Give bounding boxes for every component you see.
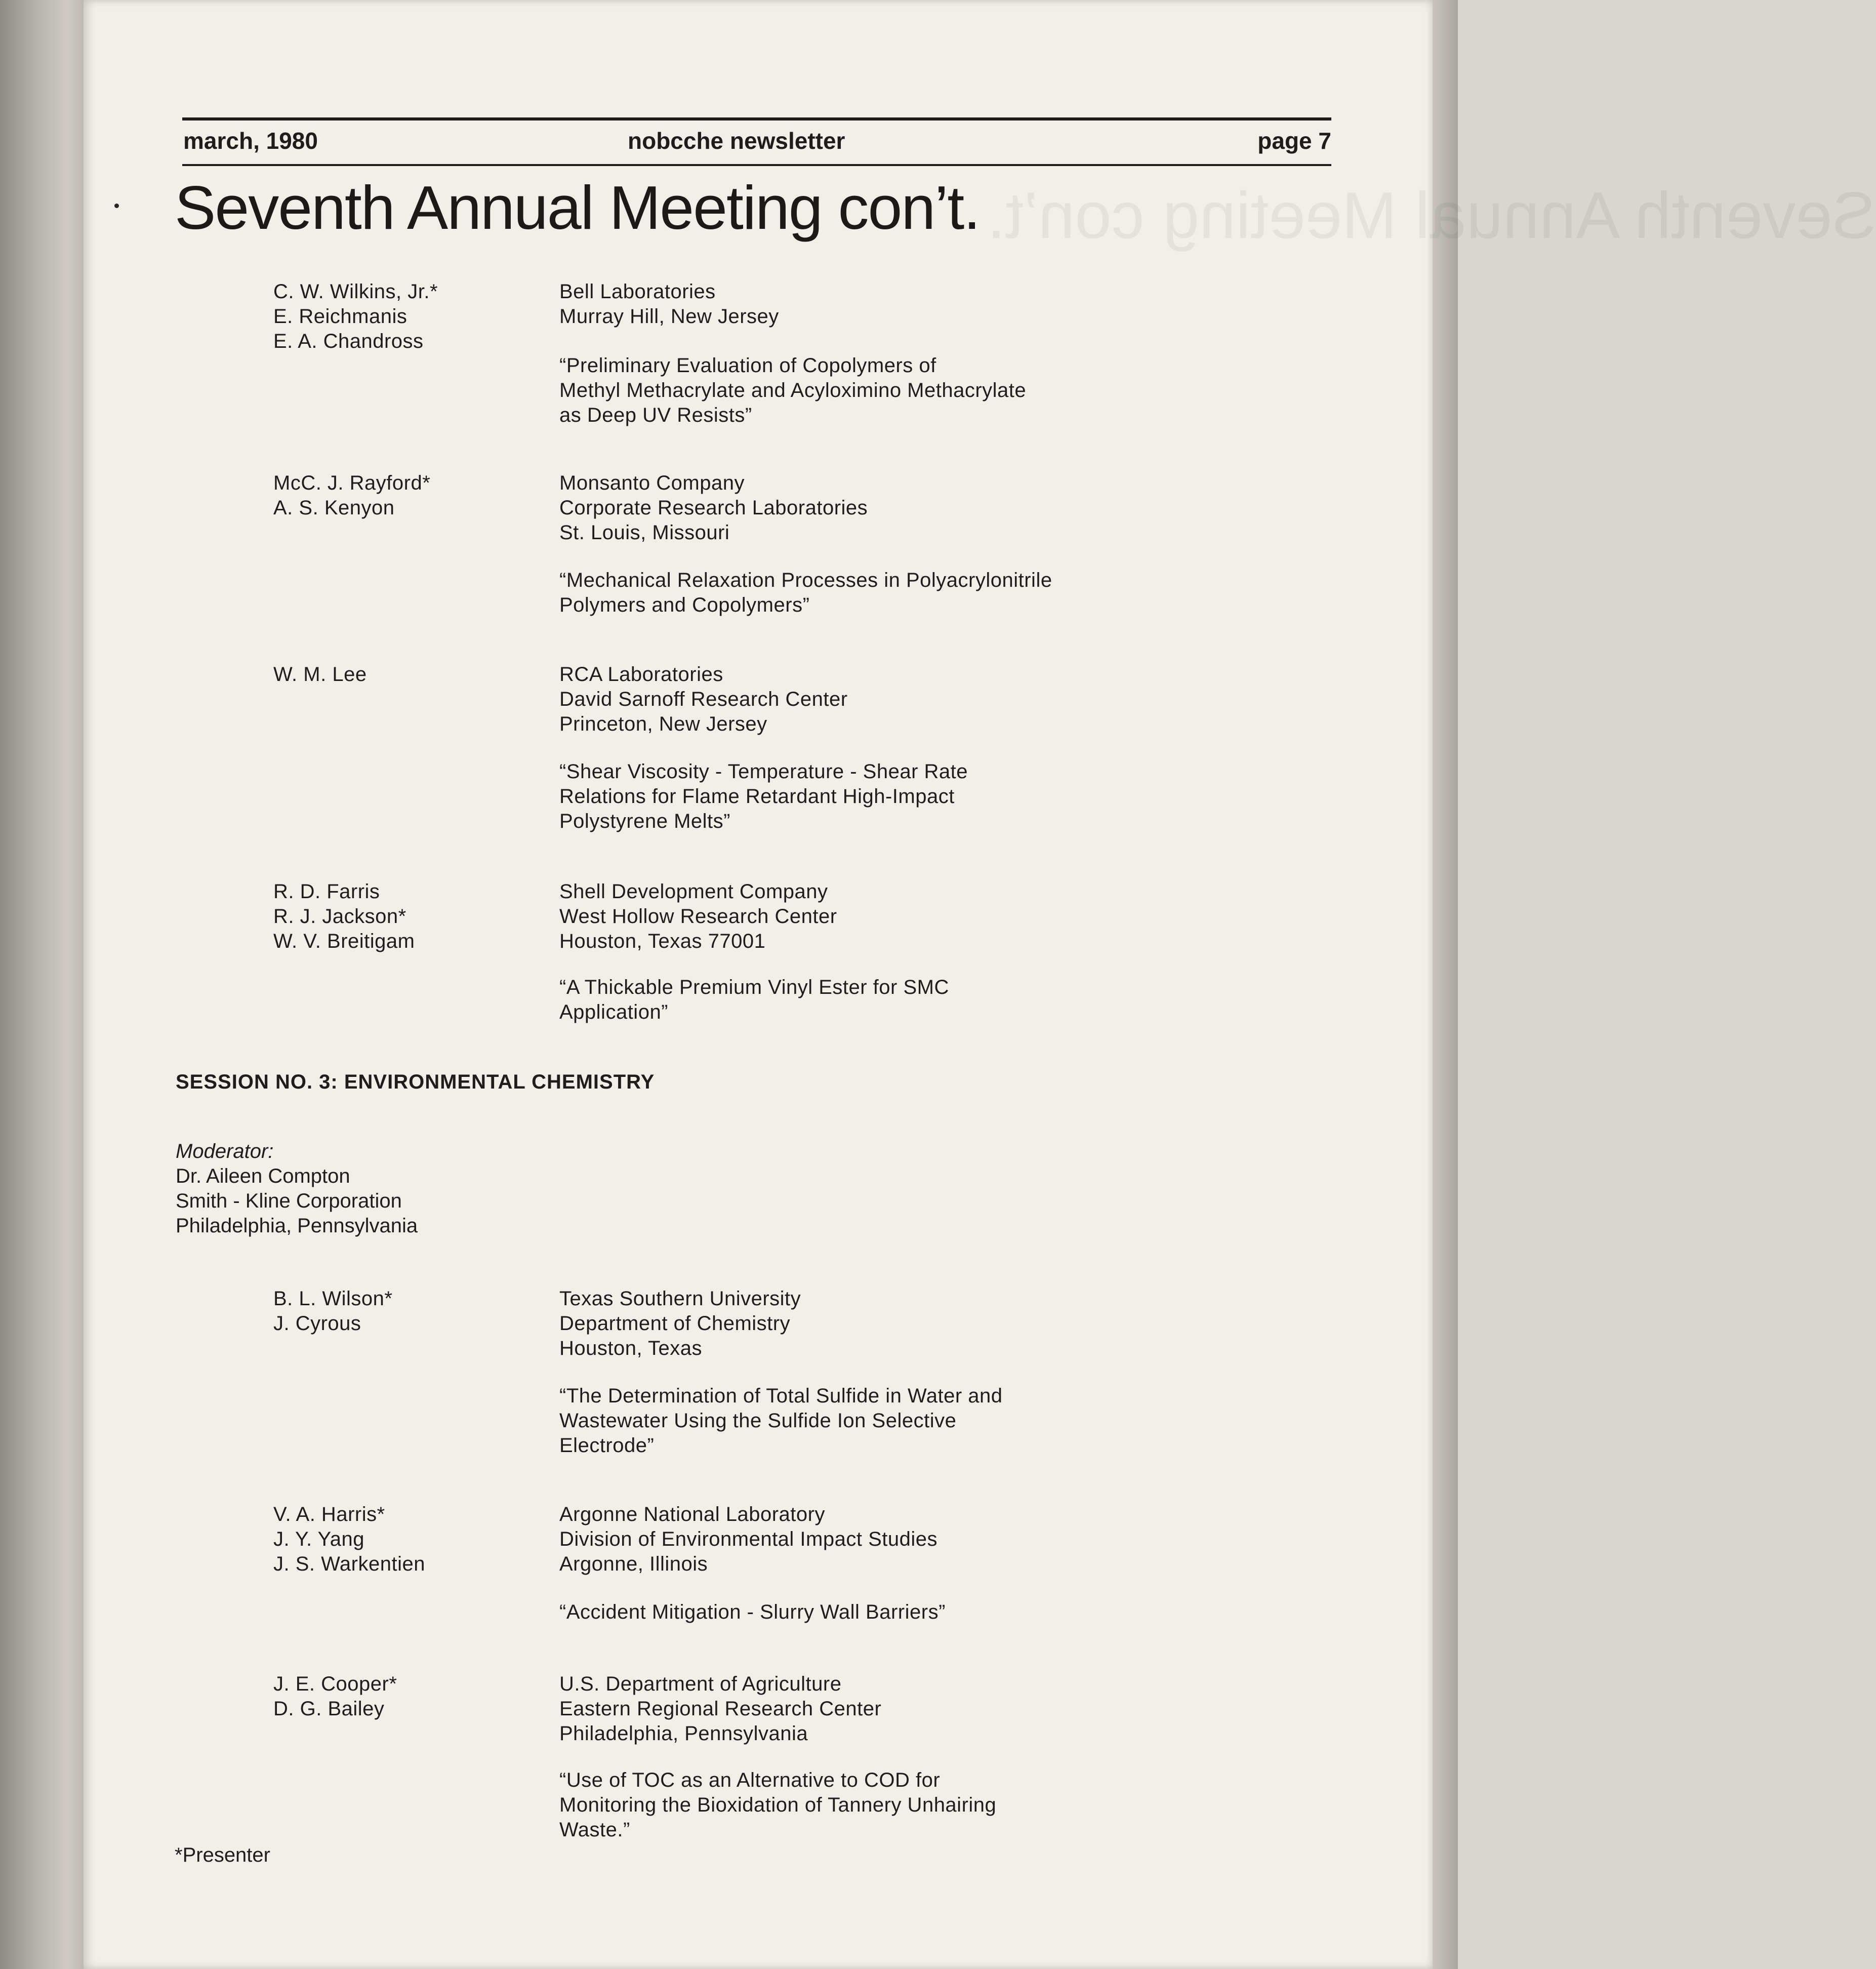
paper-title-line: Monitoring the Bioxidation of Tannery Unhairing: [559, 1794, 997, 1816]
author-name: V. A. Harris*: [273, 1503, 385, 1525]
book-binding: [0, 0, 84, 1969]
author-name: R. J. Jackson*: [273, 905, 406, 928]
author-name: C. W. Wilkins, Jr.*: [273, 280, 438, 303]
entry-paper-title: [559, 759, 968, 834]
author-name: D. G. Bailey: [273, 1698, 385, 1720]
affiliation-line: David Sarnoff Research Center: [559, 688, 848, 710]
affiliation-line: Murray Hill, New Jersey: [559, 305, 779, 328]
author-name: W. M. Lee: [273, 663, 367, 686]
paper-title-line: “Preliminary Evaluation of Copolymers of: [559, 354, 936, 377]
paper-title-line: Polymers and Copolymers”: [559, 594, 810, 616]
entry-affiliation: [559, 1672, 881, 1746]
moderator-line: Dr. Aileen Compton: [176, 1165, 350, 1187]
affiliation-line: Argonne, Illinois: [559, 1553, 708, 1575]
author-name: W. V. Breitigam: [273, 930, 415, 952]
affiliation-line: Houston, Texas: [559, 1337, 702, 1359]
page-title: Seventh Annual Meeting con’t.: [175, 173, 980, 242]
entry-affiliation: [559, 471, 868, 545]
affiliation-line: U.S. Department of Agriculture: [559, 1673, 842, 1695]
entry-paper-title: [559, 1768, 996, 1842]
entry-authors: [273, 1287, 392, 1336]
moderator-line: Philadelphia, Pennsylvania: [176, 1215, 418, 1237]
author-name: R. D. Farris: [273, 880, 380, 903]
author-name: J. Y. Yang: [273, 1528, 364, 1550]
entry-paper-title: [559, 1600, 946, 1625]
affiliation-line: Shell Development Company: [559, 880, 828, 903]
entry-affiliation: [559, 1502, 937, 1577]
entry-paper-title: [559, 568, 1052, 618]
header-page-number: page 7: [1257, 128, 1331, 154]
affiliation-line: Division of Environmental Impact Studies: [559, 1528, 937, 1550]
author-name: E. Reichmanis: [273, 305, 407, 328]
author-name: J. Cyrous: [273, 1312, 361, 1335]
author-name: A. S. Kenyon: [273, 497, 395, 519]
paper-title-line: “Shear Viscosity - Temperature - Shear Rate: [559, 760, 968, 783]
author-name: E. A. Chandross: [273, 330, 424, 352]
moderator-label: Moderator:: [176, 1140, 274, 1162]
paper-title-line: “A Thickable Premium Vinyl Ester for SMC: [559, 976, 949, 998]
paper-title-line: as Deep UV Resists”: [559, 404, 752, 426]
presenter-footnote: *Presenter: [175, 1844, 270, 1866]
page-edge: [1433, 0, 1458, 1969]
affiliation-line: Bell Laboratories: [559, 280, 716, 303]
moderator-line: Smith - Kline Corporation: [176, 1190, 402, 1212]
entry-paper-title: [559, 353, 1026, 428]
entry-authors: [273, 879, 415, 954]
ink-dot: [114, 204, 119, 208]
entry-affiliation: [559, 279, 779, 329]
paper-title-line: Methyl Methacrylate and Acyloximino Methacrylate: [559, 379, 1027, 401]
entry-affiliation: [559, 662, 848, 737]
affiliation-line: Houston, Texas 77001: [559, 930, 766, 952]
paper-title-line: Waste.”: [559, 1819, 630, 1841]
entry-affiliation: [559, 879, 837, 954]
author-name: McC. J. Rayford*: [273, 472, 431, 494]
affiliation-line: Princeton, New Jersey: [559, 713, 767, 735]
header-rule-bottom: [182, 164, 1331, 166]
entry-paper-title: [559, 975, 949, 1025]
paper-title-line: Polystyrene Melts”: [559, 810, 730, 832]
entry-paper-title: [559, 1384, 1003, 1458]
affiliation-line: Monsanto Company: [559, 472, 745, 494]
paper-title-line: Electrode”: [559, 1434, 655, 1457]
entry-authors: [273, 1502, 425, 1577]
paper-title-line: “Accident Mitigation - Slurry Wall Barriers”: [559, 1601, 946, 1623]
session-heading: SESSION NO. 3: ENVIRONMENTAL CHEMISTRY: [176, 1071, 655, 1093]
affiliation-line: Philadelphia, Pennsylvania: [559, 1722, 808, 1745]
paper-title-line: “The Determination of Total Sulfide in Water and: [559, 1385, 1003, 1407]
paper-title-line: Relations for Flame Retardant High-Impact: [559, 785, 955, 808]
author-name: J. S. Warkentien: [273, 1553, 425, 1575]
header-publication: nobcche newsletter: [628, 128, 845, 154]
author-name: B. L. Wilson*: [273, 1288, 393, 1310]
entry-affiliation: [559, 1287, 801, 1361]
affiliation-line: Eastern Regional Research Center: [559, 1698, 882, 1720]
author-name: J. E. Cooper*: [273, 1673, 397, 1695]
paper-title-line: “Use of TOC as an Alternative to COD for: [559, 1769, 941, 1791]
affiliation-line: St. Louis, Missouri: [559, 521, 730, 544]
entry-authors: [273, 662, 367, 687]
paper-title-line: Wastewater Using the Sulfide Ion Selective: [559, 1410, 957, 1432]
affiliation-line: Argonne National Laboratory: [559, 1503, 825, 1525]
entry-authors: [273, 279, 438, 354]
affiliation-line: Texas Southern University: [559, 1288, 801, 1310]
entry-authors: [273, 1672, 397, 1721]
bleed-through-title: Seventh Annual: [1415, 178, 1876, 252]
affiliation-line: RCA Laboratories: [559, 663, 723, 686]
affiliation-line: Corporate Research Laboratories: [559, 497, 868, 519]
affiliation-line: Department of Chemistry: [559, 1312, 791, 1335]
paper-title-line: Application”: [559, 1001, 669, 1023]
entry-authors: [273, 471, 430, 520]
affiliation-line: West Hollow Research Center: [559, 905, 837, 928]
paper-title-line: “Mechanical Relaxation Processes in Polyacrylonitrile: [559, 569, 1052, 591]
session-moderator: [176, 1139, 418, 1238]
header-date: march, 1980: [183, 128, 318, 154]
header-rule-top: [182, 117, 1331, 120]
